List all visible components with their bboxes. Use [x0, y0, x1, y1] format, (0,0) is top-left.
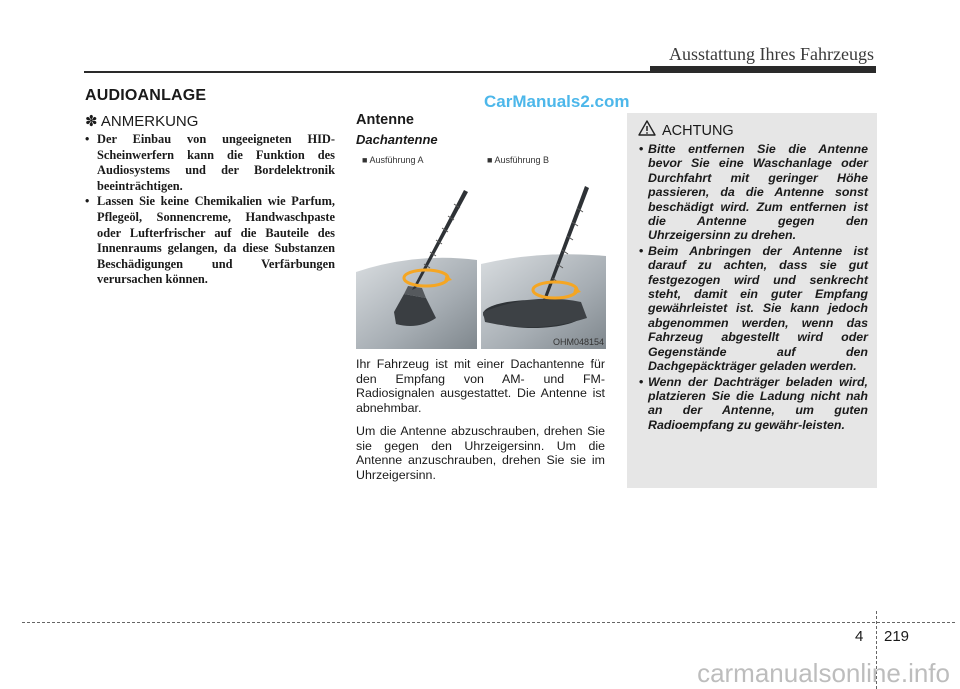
chapter-number: 4	[855, 628, 864, 645]
header-rule	[84, 71, 876, 73]
note-item: • Lassen Sie keine Chemikalien wie Parfum, Pflegeöl, Sonnencreme, Handwaschpaste oder Lufterfrischer auf die Bauteile des Innenraums gelangen, da diese Substanzen Beschädigungen und Verfärbungen verursachen können.	[85, 194, 335, 288]
warning-list	[634, 142, 868, 433]
figure-label-a: ■ Ausführung A	[362, 155, 424, 165]
figure-panel-b	[481, 152, 606, 349]
antenne-paragraph: Ihr Fahrzeug ist mit einer Dachantenne für den Empfang von AM- und FM-Radiosignalen ausgestattet. Die Antenne ist abnehmbar.	[356, 357, 605, 415]
watermark-carmanuals2: CarManuals2.com	[484, 92, 630, 111]
running-header: Ausstattung Ihres Fahrzeugs	[669, 44, 874, 64]
section-title: AUDIOANLAGE	[85, 87, 207, 104]
figure-code: OHM048154	[552, 337, 604, 347]
warning-item: • Wenn der Dachträger beladen wird, platzieren Sie die Ladung nicht nah an der Antenne, um guten Radioempfang zu gewähr-leisten.	[634, 375, 868, 433]
watermark-carmanualsonline: carmanualsonline.info	[697, 658, 950, 688]
note-symbol-icon: ✽	[85, 113, 98, 130]
page-number: 219	[884, 628, 910, 645]
note-heading-text: ANMERKUNG	[100, 113, 199, 130]
warning-triangle-icon	[638, 120, 656, 136]
antenne-subtitle: Dachantenne	[356, 132, 438, 147]
figure-label-b: ■ Ausführung B	[487, 155, 549, 165]
footer-rule	[22, 622, 955, 623]
antenna-a-illustration	[356, 152, 477, 349]
note-list	[85, 132, 335, 288]
antenne-paragraph: Um die Antenne abzuschrauben, drehen Sie sie gegen den Uhrzeigersinn. Um die Antenne anzuschrauben, drehen Sie sie im Uhrzeigersinn.	[356, 424, 605, 482]
figure-panel-a	[356, 152, 477, 349]
warning-item: • Beim Anbringen der Antenne ist darauf zu achten, dass sie gut festgezogen wird und senkrecht steht, damit ein guter Empfang gewährleistet ist. Sie kann jedoch abgenommen werden, wenn das Fahrzeug abgestellt wird oder Gegenstände auf den Dachgepäckträger geladen werden.	[634, 244, 868, 374]
note-item: • Der Einbau von ungeeigneten HID-Scheinwerfern kann die Funktion des Audiosystems und der Bordelektronik beeinträchtigen.	[85, 132, 335, 194]
warning-item: • Bitte entfernen Sie die Antenne bevor Sie eine Waschanlage oder Durchfahrt mit geringer Höhe passieren, da die Antenne sonst beschädigt wird. Zum entfernen ist die Antenne gegen den Uhrzeigersinn zu drehen.	[634, 142, 868, 243]
antenna-figure	[356, 152, 606, 349]
antenna-b-illustration	[481, 152, 606, 349]
antenne-title: Antenne	[356, 112, 414, 128]
note-heading	[85, 112, 198, 130]
warning-heading: ACHTUNG	[662, 123, 734, 139]
